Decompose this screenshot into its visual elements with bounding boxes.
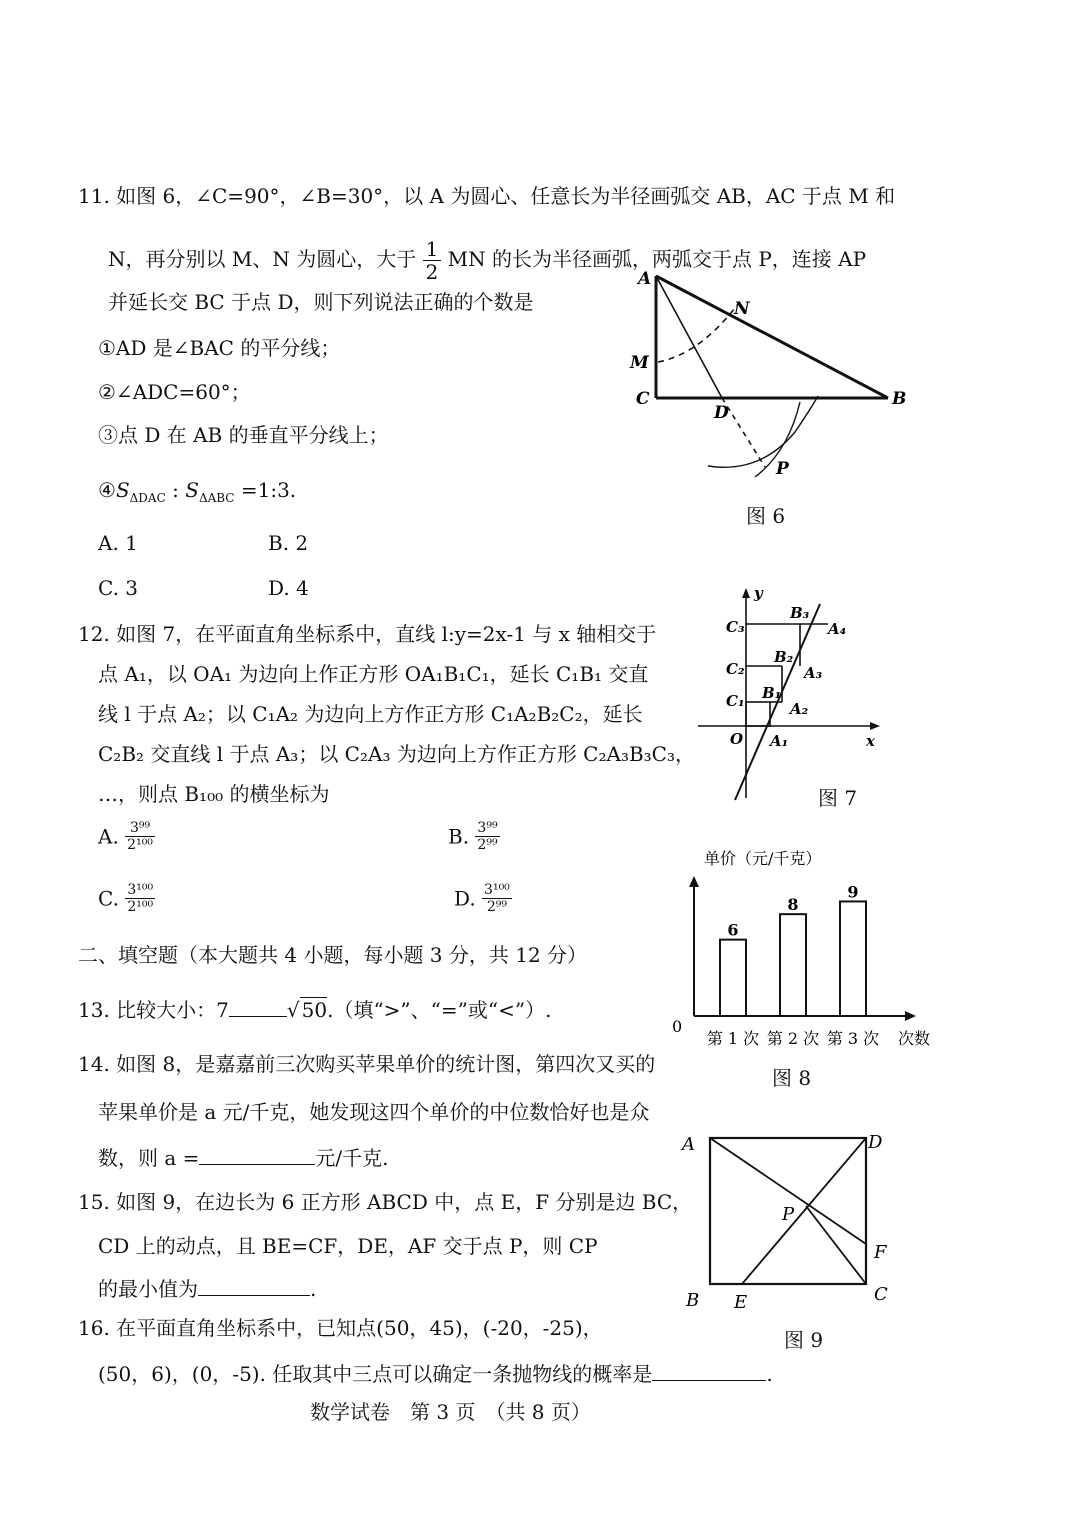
- q12-line3: 线 l 于点 A₂；以 C₁A₂ 为边向上方作正方形 C₁A₂B₂C₂，延长: [98, 702, 643, 726]
- fig7-label-a1: A₁: [770, 732, 789, 750]
- chart-y-axis-label: 单价（元/千克）: [704, 849, 822, 868]
- fig7-label-b1: B₁: [762, 684, 782, 702]
- q12-line2: 点 A₁，以 OA₁ 为边向上作正方形 OA₁B₁C₁，延长 C₁B₁ 交直: [98, 662, 649, 686]
- fig7-label-a2: A₂: [790, 700, 809, 718]
- q12-option-b: B. $\frac{\text{3⁹⁹}}{\text{2⁹⁹}}$: [448, 820, 498, 853]
- fig7-label-c2: C₂: [726, 660, 745, 678]
- q11-line2b: MN 的长为半径画弧，两弧交于点 P，连接 AP: [447, 247, 867, 271]
- chart-bar: [840, 901, 866, 1016]
- fig7-label-x: x: [866, 732, 875, 750]
- q11-line3: 并延长交 BC 于点 D，则下列说法正确的个数是: [108, 290, 534, 314]
- fig6-label-n: N: [734, 299, 750, 319]
- page-footer: 数学试卷 第 3 页 （共 8 页）: [310, 1400, 591, 1424]
- q11-option-d: D. 4: [268, 576, 309, 600]
- q13-answer-blank[interactable]: [229, 998, 287, 1017]
- q16-answer-blank[interactable]: [652, 1362, 766, 1381]
- fig7-label-c3: C₃: [726, 618, 745, 636]
- chart-category-label: 第 1 次: [706, 1029, 760, 1048]
- fig6-label-m: M: [630, 353, 649, 373]
- fig7-label-a3: A₃: [804, 664, 823, 682]
- chart-x-arrow: [905, 1011, 916, 1021]
- q14-line2: 苹果单价是 a 元/千克，她发现这四个单价的中位数恰好也是众: [98, 1100, 650, 1124]
- figure-6-caption: 图 6: [746, 504, 786, 528]
- q12-option-a: A. $\frac{\text{3⁹⁹}}{\text{2¹⁰⁰}}$: [98, 820, 153, 853]
- q11-option-c: C. 3: [98, 576, 139, 600]
- chart-origin-label: 0: [672, 1017, 683, 1036]
- fig9-label-p: P: [782, 1204, 795, 1225]
- chart-y-arrow: [689, 876, 699, 887]
- fig9-label-b: B: [686, 1290, 700, 1311]
- figure-8-bar-chart: [664, 840, 936, 1056]
- q15-answer-blank[interactable]: [198, 1277, 310, 1296]
- q11-statement-3: ③点 D 在 AB 的垂直平分线上；: [98, 423, 389, 447]
- q11-statement-2: ②∠ADC=60°；: [98, 380, 251, 404]
- q11-statement-4: $④S_{\Delta DAC}$ : $S_{\Delta ABC}$ =1:3.: [98, 478, 297, 505]
- fig9-label-f: F: [874, 1242, 887, 1263]
- chart-bar-value-label: 8: [787, 895, 799, 915]
- q14-line3: 数，则 a = 元/千克.: [98, 1146, 389, 1170]
- chart-category-label: 第 2 次: [766, 1029, 820, 1048]
- q16-line1: 16. 在平面直角坐标系中，已知点(50，45)，(-20，-25)，: [78, 1316, 603, 1340]
- section-2-heading: 二、填空题（本大题共 4 小题，每小题 3 分，共 12 分）: [78, 943, 588, 967]
- figure-7-caption: 图 7: [818, 786, 858, 810]
- q14-answer-blank[interactable]: [199, 1146, 315, 1165]
- figure-8-caption: 图 8: [772, 1066, 812, 1090]
- chart-x-axis-label: 次数: [898, 1029, 931, 1048]
- q12-option-c: C. $\frac{\text{3¹⁰⁰}}{\text{2¹⁰⁰}}$: [98, 882, 154, 915]
- q11-line2a: N，再分别以 M、N 为圆心，大于: [108, 247, 417, 271]
- fig6-label-d: D: [714, 403, 729, 423]
- q12-option-d: D. $\frac{\text{3¹⁰⁰}}{\text{2⁹⁹}}$: [454, 882, 510, 915]
- chart-bar-value-label: 6: [727, 920, 739, 940]
- figure-6-triangle: [620, 262, 920, 502]
- q16-line2: (50，6)，(0，-5). 任取其中三点可以确定一条抛物线的概率是 .: [98, 1362, 773, 1386]
- half-fraction: $\frac{1}{2}$: [423, 238, 442, 283]
- fig9-label-e: E: [734, 1292, 748, 1313]
- fig6-label-b: B: [892, 389, 907, 409]
- figure-9-square: [678, 1126, 898, 1316]
- fig7-label-b3: B₃: [790, 604, 810, 622]
- q12-line4: C₂B₂ 交直线 l 于点 A₃；以 C₂A₃ 为边向上方作正方形 C₂A₃B₃C₃，: [98, 742, 695, 766]
- q13-line: 13. 比较大小：7 √ 50.（填“>”、“=”或“<”）.: [78, 998, 552, 1022]
- q15-line1: 15. 如图 9，在边长为 6 正方形 ABCD 中，点 E，F 分别是边 BC，: [78, 1190, 693, 1214]
- chart-bar-value-label: 9: [847, 882, 859, 902]
- fig6-label-a: A: [638, 269, 652, 289]
- fig9-label-d: D: [868, 1132, 883, 1153]
- fig7-label-origin: O: [730, 730, 744, 748]
- figure-7-coordinate: [690, 584, 890, 804]
- fig9-label-a: A: [682, 1134, 695, 1155]
- fig7-label-b2: B₂: [774, 648, 794, 666]
- q14-line1: 14. 如图 8，是嘉嘉前三次购买苹果单价的统计图，第四次又买的: [78, 1052, 656, 1076]
- chart-category-label: 第 3 次: [826, 1029, 880, 1048]
- chart-bar: [780, 914, 806, 1016]
- fig7-label-c1: C₁: [726, 692, 745, 710]
- fig9-label-c: C: [874, 1284, 888, 1305]
- q15-line3: 的最小值为 .: [98, 1277, 317, 1301]
- fig6-label-p: P: [776, 459, 789, 479]
- q12-line5: …，则点 B₁₀₀ 的横坐标为: [98, 782, 330, 806]
- figure-9-caption: 图 9: [784, 1328, 824, 1352]
- q11-line1: 11. 如图 6，∠C=90°，∠B=30°，以 A 为圆心、任意长为半径画弧交 AB，AC 于点 M 和: [78, 184, 896, 208]
- fig7-label-a4: A₄: [828, 620, 847, 638]
- fig6-label-c: C: [636, 389, 650, 409]
- q11-statement-1: ①AD 是∠BAC 的平分线；: [98, 336, 341, 360]
- q11-option-b: B. 2: [268, 531, 309, 555]
- q11-option-a: A. 1: [98, 531, 138, 555]
- q12-line1: 12. 如图 7，在平面直角坐标系中，直线 l:y=2x-1 与 x 轴相交于: [78, 622, 657, 646]
- q15-line2: CD 上的动点，且 BE=CF，DE，AF 交于点 P，则 CP: [98, 1234, 598, 1258]
- fig7-label-y: y: [754, 584, 763, 602]
- chart-bar: [720, 940, 746, 1016]
